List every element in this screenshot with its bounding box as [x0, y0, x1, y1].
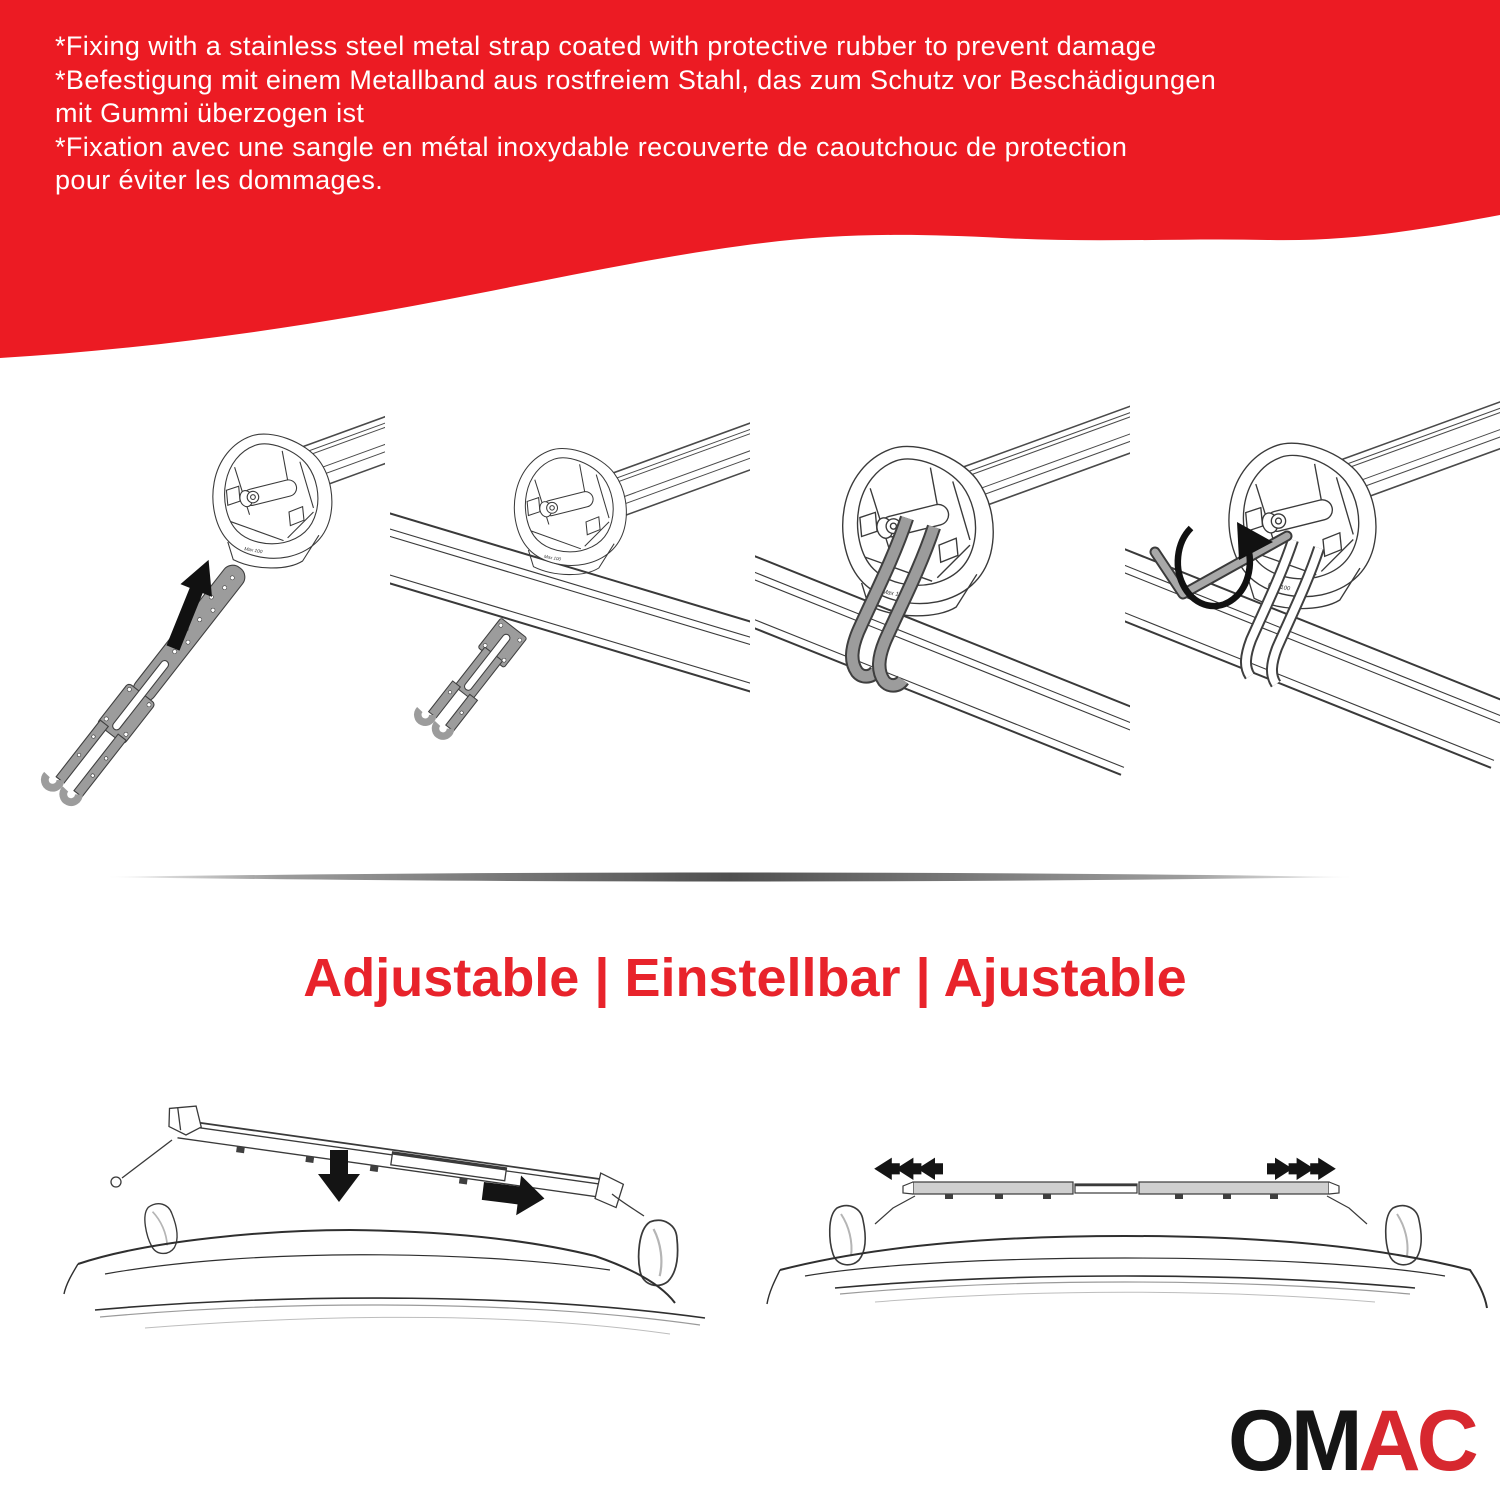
adjustable-title: Adjustable | Einstellbar | Ajustable: [303, 948, 1187, 1008]
step-figure-strap-under-rail: [390, 390, 750, 825]
rack-foot-clamp: [843, 446, 993, 615]
car-roof-outline: [767, 1236, 1487, 1308]
logo-ac: AC: [1358, 1393, 1475, 1489]
rack-foot-clamp: [213, 434, 332, 568]
mounted-crossbar: [875, 1182, 1367, 1224]
figure-adjustable-mounting: [50, 1078, 730, 1388]
figure-adjustable-width: [765, 1140, 1500, 1340]
instruction-line-en: *Fixing with a stainless steel metal strap coated with protective rubber to prevent damage: [55, 31, 1157, 61]
omac-logo: [1228, 1393, 1475, 1489]
hanging-strap-hook: [111, 1140, 172, 1187]
step-figure-insert-strap: [25, 390, 385, 825]
step-figure-tighten-allen-key: [1125, 390, 1500, 825]
tilted-crossbar: [164, 1102, 625, 1208]
instruction-line-fr1: *Fixation avec une sangle en métal inoxydable recouverte de caoutchouc de protection: [55, 131, 1128, 162]
logo-om: OM: [1228, 1393, 1359, 1489]
header-instructions: [55, 30, 1455, 198]
car-roof-outline: [64, 1230, 705, 1334]
instruction-line-de2: mit Gummi überzogen ist: [55, 98, 365, 128]
instruction-line-fr2: pour éviter les dommages.: [55, 165, 384, 195]
section-divider: [105, 870, 1355, 884]
chevrons-left-icon: [874, 1158, 943, 1180]
step-figure-strap-wrapped: [755, 390, 1130, 825]
metal-strap: [415, 613, 527, 741]
instruction-line-de1: *Befestigung mit einem Metallband aus rostfreiem Stahl, das zum Schutz vor Beschädigungen: [55, 64, 1217, 95]
down-arrow-icon: [318, 1150, 360, 1202]
chevrons-right-icon: [1267, 1158, 1336, 1180]
metal-strap: [42, 553, 254, 808]
